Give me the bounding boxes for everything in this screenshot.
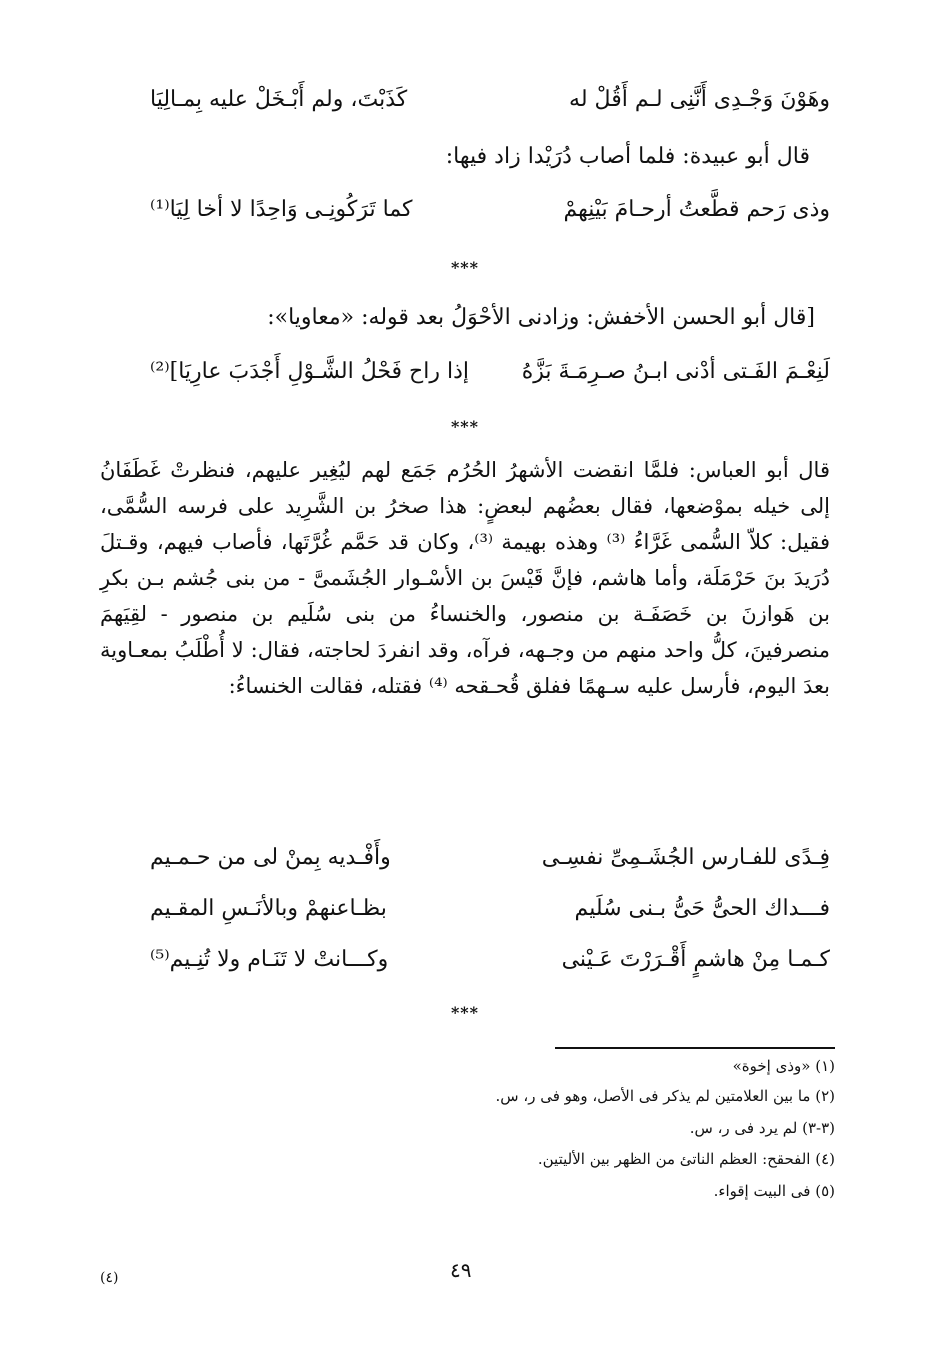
verse-hemistich-first: لَنِعْـمَ الفَـتى أدْنى ابـنُ صـرِمَـةَ بَزَّهُ [521,359,830,384]
page-number: ٤٩ [450,1258,472,1282]
section-separator: *** [450,258,480,277]
verse-line-2 [150,195,830,225]
verse-hemistich-first: فِـدًى للفـارس الجُشَـمِىِّ نفسِـى [541,845,830,870]
verse-hemistich-first: فـــداك الحىُّ حَىُّ بـنى سُلَيم [574,896,830,921]
khansa-verse-1 [150,843,830,873]
verse-akhfash [150,357,830,387]
verse-hemistich-second: وكـــانتْ لا تَنَـام ولا تُنِـيم⁽⁵⁾ [150,947,389,972]
footnote-3: (٣-٣) لم يرد فى ر، س. [689,1119,835,1137]
verse-hemistich-second: وأَفْـديه بِمنْ لى من حـمـيم [150,845,391,870]
footnote-2: (٢) ما بين العلامتين لم يذكر فى الأصل، وهو فى ر، س. [495,1087,835,1105]
verse-hemistich-first: وذى رَحم قطَّعتُ أرحـامَ بَيْنِهمْ [563,197,830,222]
footnote-4: (٤) الفحقح: العظم الناتئ من الظهر بين الأليتين. [537,1150,835,1168]
verse-hemistich-second: كما تَرَكُونِـى وَاحِدًا لا أخا لِيَا⁽¹⁾ [150,197,413,222]
verse-hemistich-second: إذا راح فَحْلُ الشَّـوْلِ أَجْدَبَ عارِيَا]⁽²⁾ [150,359,470,384]
khansa-verse-2 [150,894,830,924]
section-separator: *** [450,417,480,436]
footnote-rule [555,1047,835,1049]
akhfash-line: [قال أبو الحسن الأخفش: وزادنى الأحْوَلُ بعد قوله: «معاويا»: [267,305,815,330]
paragraph-text: قال أبو العباس: فلمَّا انقضت الأشهرُ الحُرُم جَمَع لهم ليُغِير عليهم، فنظرتْ غَطَفَانُ إلى خيله بموْضعها، فقال بعضُهم لبعضٍ: هذا صخرُ بن الشَّرِيد على فرسه السُّمَّى، فقيل: كلاّ السُّمى غَرَّاءُ ⁽³⁾ وهذه بهيمة ⁽³⁾، وكان قد حَمَّم غُرَّتَها، فأصاب فيهم، وقـتلَ دُرَيدَ بنَ حَرْمَلَة، وأما هاشم، فإنَّ قَيْسَ بن الأسْـوار الجُشَمىَّ - من بنى جُشم بـن بكرِ بن هَوازنَ بن خَصَفَـة بن منصور، والخنساءُ من بنى سُلَيم بن منصور - لقِيَهمَ منصرفينَ، كلُّ واحد منهم من وجـهه، فرآه، وقد انفردَ لحاجته، فقال: لا أُطْلَبُ بمعـاوية بعدَ اليوم، فأرسل عليه سـهمًا ففلق قُحـقحه ⁽⁴⁾ فقتله، فقالت الخنساءُ: [100,458,830,698]
verse-hemistich-second: بظـاعنهمْ وبالأنَـسِ المقـيم [150,896,387,921]
verse-line-1 [150,85,830,115]
section-separator: *** [450,1003,480,1022]
abu-ubaida-line: قال أبو عبيدة: فلما أصاب دُرَيْدا زاد فيها: [445,144,810,169]
khansa-verse-3 [150,945,830,975]
footnote-1: (١) «وذى إخوة» [732,1057,835,1075]
signature-mark: (٤) [100,1270,119,1286]
verse-hemistich-first: كـمـا مِنْ هاشمٍ أَقْـرَرْتَ عَـيْنى [561,947,830,972]
footnote-5: (٥) فى البيت إقواء. [713,1182,835,1200]
verse-hemistich-first: وهَوْنَ وَجْـدِى أَنَّنِى لـم أَقُلْ له [569,87,830,112]
prose-paragraph [100,452,830,704]
verse-hemistich-second: كَذَبْتَ، ولم أَبْـخَلْ عليه بِمـالِيَا [150,87,408,112]
